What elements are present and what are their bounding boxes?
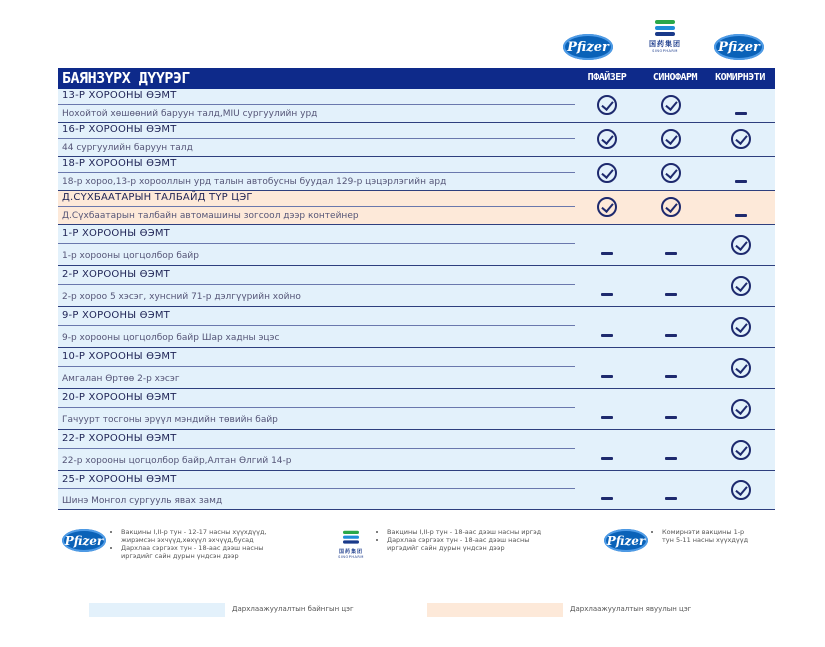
check-circle-icon bbox=[597, 163, 617, 183]
check-circle-icon bbox=[731, 358, 751, 378]
site-address: Амгалан Өртөө 2-р хэсэг bbox=[62, 374, 180, 384]
pfizer-logo: Pfizer bbox=[563, 34, 613, 60]
dash-icon bbox=[665, 334, 677, 337]
legend-mobile-label: Дархлаажуулалтын явуулын цэг bbox=[570, 605, 692, 613]
pfizer-availability bbox=[592, 445, 622, 464]
legend-regular-label: Дархлаажуулалтын байнгын цэг bbox=[232, 605, 354, 613]
site-address: Нохойтой хөшөөний баруун талд,MIU сургуулийн урд bbox=[62, 109, 318, 119]
table-row bbox=[58, 191, 775, 225]
comirnaty-availability bbox=[726, 129, 756, 153]
site-name: 25-Р ХОРООНЫ ӨЭМТ bbox=[62, 474, 177, 485]
col-sinopharm: СИНОФАРМ bbox=[652, 72, 698, 83]
site-name: 1-Р ХОРООНЫ ӨЭМТ bbox=[62, 228, 170, 239]
table-row bbox=[58, 430, 775, 471]
check-circle-icon bbox=[731, 440, 751, 460]
sinopharm-availability bbox=[656, 485, 686, 504]
district-title: БАЯНЗҮРХ ДҮҮРЭГ bbox=[62, 69, 190, 87]
pfizer-availability bbox=[592, 322, 622, 341]
site-name: 16-Р ХОРООНЫ ӨЭМТ bbox=[62, 124, 177, 135]
pfizer-availability bbox=[592, 163, 622, 187]
row-divider bbox=[58, 488, 575, 489]
table-row bbox=[58, 89, 775, 123]
table-header bbox=[58, 68, 775, 89]
table-row bbox=[58, 471, 775, 510]
pfizer-availability bbox=[592, 129, 622, 153]
dash-icon bbox=[665, 457, 677, 460]
site-name: 10-Р ХОРООНЫ ӨЭМТ bbox=[62, 351, 177, 362]
comirnaty-availability bbox=[726, 440, 756, 464]
comirnaty-availability bbox=[726, 276, 756, 300]
dash-icon bbox=[665, 293, 677, 296]
row-divider bbox=[58, 172, 575, 173]
check-circle-icon bbox=[731, 276, 751, 296]
legend-mobile-swatch bbox=[427, 603, 563, 617]
sinopharm-note bbox=[378, 528, 563, 552]
sinopharm-en: SINOPHARM bbox=[652, 49, 678, 53]
pfizer-availability bbox=[592, 404, 622, 423]
comirnaty-note-logo: Pfizer bbox=[604, 529, 648, 552]
comirnaty-availability bbox=[726, 358, 756, 382]
row-divider bbox=[58, 243, 575, 244]
check-circle-icon bbox=[597, 129, 617, 149]
pfizer-note-1: • Вакцины I,II-р тун - 12-17 насны хүүхдүүд, жирэмсэн эхчүүд,хөхүүл эхчүүд,бусад bbox=[121, 528, 292, 544]
sinopharm-availability bbox=[656, 281, 686, 300]
table-row bbox=[58, 157, 775, 191]
sinopharm-availability bbox=[656, 322, 686, 341]
site-address: Шинэ Монгол сургууль явах замд bbox=[62, 496, 223, 506]
pfizer-availability bbox=[592, 197, 622, 221]
dash-icon bbox=[601, 334, 613, 337]
check-circle-icon bbox=[597, 95, 617, 115]
sinopharm-availability bbox=[656, 240, 686, 259]
row-divider bbox=[58, 284, 575, 285]
dash-icon bbox=[665, 416, 677, 419]
site-name: 22-Р ХОРООНЫ ӨЭМТ bbox=[62, 433, 177, 444]
row-divider bbox=[58, 325, 575, 326]
sinopharm-availability bbox=[656, 197, 686, 221]
sinopharm-note-2: • Дархлаа сэргээх тун - 18-аас дээш насны иргэдийг сайн дурын үндсэн дээр bbox=[387, 536, 563, 552]
dash-icon bbox=[601, 293, 613, 296]
table-row bbox=[58, 389, 775, 430]
site-address: Д.Сүхбаатарын талбайн автомашины зогсоол дээр контейнер bbox=[62, 211, 359, 221]
sinopharm-note-cn: 国药集团 bbox=[338, 549, 363, 555]
site-name: 18-Р ХОРООНЫ ӨЭМТ bbox=[62, 158, 177, 169]
comirnaty-availability bbox=[726, 100, 756, 119]
dash-icon bbox=[665, 252, 677, 255]
sinopharm-availability bbox=[656, 95, 686, 119]
table-row bbox=[58, 123, 775, 157]
sinopharm-availability bbox=[656, 163, 686, 187]
dash-icon bbox=[601, 416, 613, 419]
table-row bbox=[58, 266, 775, 307]
row-divider bbox=[58, 448, 575, 449]
site-name: 20-Р ХОРООНЫ ӨЭМТ bbox=[62, 392, 177, 403]
dash-icon bbox=[735, 214, 747, 217]
check-circle-icon bbox=[731, 235, 751, 255]
check-circle-icon bbox=[661, 163, 681, 183]
check-circle-icon bbox=[731, 399, 751, 419]
comirnaty-pfizer-logo: Pfizer bbox=[714, 34, 764, 60]
check-circle-icon bbox=[661, 129, 681, 149]
dash-icon bbox=[665, 497, 677, 500]
table-row bbox=[58, 348, 775, 389]
site-address: 44 сургуулийн баруун талд bbox=[62, 143, 193, 153]
sinopharm-availability bbox=[656, 445, 686, 464]
pfizer-availability bbox=[592, 363, 622, 382]
sinopharm-mark-icon bbox=[655, 20, 675, 38]
site-name: 2-Р ХОРООНЫ ӨЭМТ bbox=[62, 269, 170, 280]
pfizer-availability bbox=[592, 95, 622, 119]
dash-icon bbox=[735, 180, 747, 183]
vaccination-sites-table bbox=[58, 89, 775, 510]
sinopharm-note-1: • Вакцины I,II-р тун - 18-аас дээш насны иргэд bbox=[387, 528, 563, 536]
comirnaty-note bbox=[653, 528, 753, 544]
sinopharm-note-mark-icon bbox=[343, 531, 359, 545]
pfizer-availability bbox=[592, 485, 622, 504]
row-divider bbox=[58, 366, 575, 367]
site-name: 13-Р ХОРООНЫ ӨЭМТ bbox=[62, 90, 177, 101]
site-address: Гачуурт тосгоны эрүүл мэндийн төвийн байр bbox=[62, 415, 278, 425]
row-divider bbox=[58, 104, 575, 105]
pfizer-note-2: • Дархлаа сэргээх тун - 18-аас дээш насны иргэдийг сайн дурын үндсэн дээр bbox=[121, 544, 292, 560]
pfizer-availability bbox=[592, 281, 622, 300]
table-row bbox=[58, 225, 775, 266]
site-address: 22-р хорооны цогцолбор байр,Алтан Өлгий 14-р bbox=[62, 456, 292, 466]
check-circle-icon bbox=[661, 95, 681, 115]
comirnaty-note-1: • Комирнэти вакцины 1-р тун 5-11 насны хүүхдүүд bbox=[662, 528, 753, 544]
sinopharm-availability bbox=[656, 129, 686, 153]
row-divider bbox=[58, 138, 575, 139]
check-circle-icon bbox=[661, 197, 681, 217]
check-circle-icon bbox=[731, 480, 751, 500]
site-name: Д.СҮХБААТАРЫН ТАЛБАЙД ТҮР ЦЭГ bbox=[62, 192, 253, 203]
sinopharm-availability bbox=[656, 404, 686, 423]
pfizer-availability bbox=[592, 240, 622, 259]
comirnaty-availability bbox=[726, 480, 756, 504]
sinopharm-note-logo bbox=[336, 529, 366, 559]
sinopharm-cn: 国药集团 bbox=[649, 40, 681, 48]
site-address: 1-р хорооны цогцолбор байр bbox=[62, 251, 199, 261]
row-divider bbox=[58, 206, 575, 207]
comirnaty-availability bbox=[726, 235, 756, 259]
check-circle-icon bbox=[731, 129, 751, 149]
comirnaty-availability bbox=[726, 399, 756, 423]
sinopharm-availability bbox=[656, 363, 686, 382]
table-row bbox=[58, 307, 775, 348]
site-address: 2-р хороо 5 хэсэг, хунсний 71-р дэлгүүрийн хойно bbox=[62, 292, 301, 302]
site-address: 18-р хороо,13-р хорооллын урд талын автобусны буудал 129-р цэцэрлэгийн ард bbox=[62, 177, 447, 187]
legend-regular-swatch bbox=[89, 603, 225, 617]
dash-icon bbox=[601, 457, 613, 460]
dash-icon bbox=[665, 375, 677, 378]
dash-icon bbox=[601, 252, 613, 255]
pfizer-note-logo: Pfizer bbox=[62, 529, 106, 552]
dash-icon bbox=[735, 112, 747, 115]
check-circle-icon bbox=[731, 317, 751, 337]
comirnaty-availability bbox=[726, 168, 756, 187]
dash-icon bbox=[601, 497, 613, 500]
sinopharm-note-en: SINOPHARM bbox=[338, 555, 364, 559]
site-address: 9-р хорооны цогцолбор байр Шар хадны эцэс bbox=[62, 333, 280, 343]
row-divider bbox=[58, 407, 575, 408]
comirnaty-availability bbox=[726, 202, 756, 221]
col-comirnaty: КОМИРНЭТИ bbox=[715, 72, 765, 83]
col-pfizer: ПФАЙЗЕР bbox=[587, 72, 627, 83]
pfizer-note bbox=[112, 528, 292, 560]
site-name: 9-Р ХОРООНЫ ӨЭМТ bbox=[62, 310, 170, 321]
comirnaty-availability bbox=[726, 317, 756, 341]
dash-icon bbox=[601, 375, 613, 378]
sinopharm-logo bbox=[640, 20, 690, 53]
check-circle-icon bbox=[597, 197, 617, 217]
